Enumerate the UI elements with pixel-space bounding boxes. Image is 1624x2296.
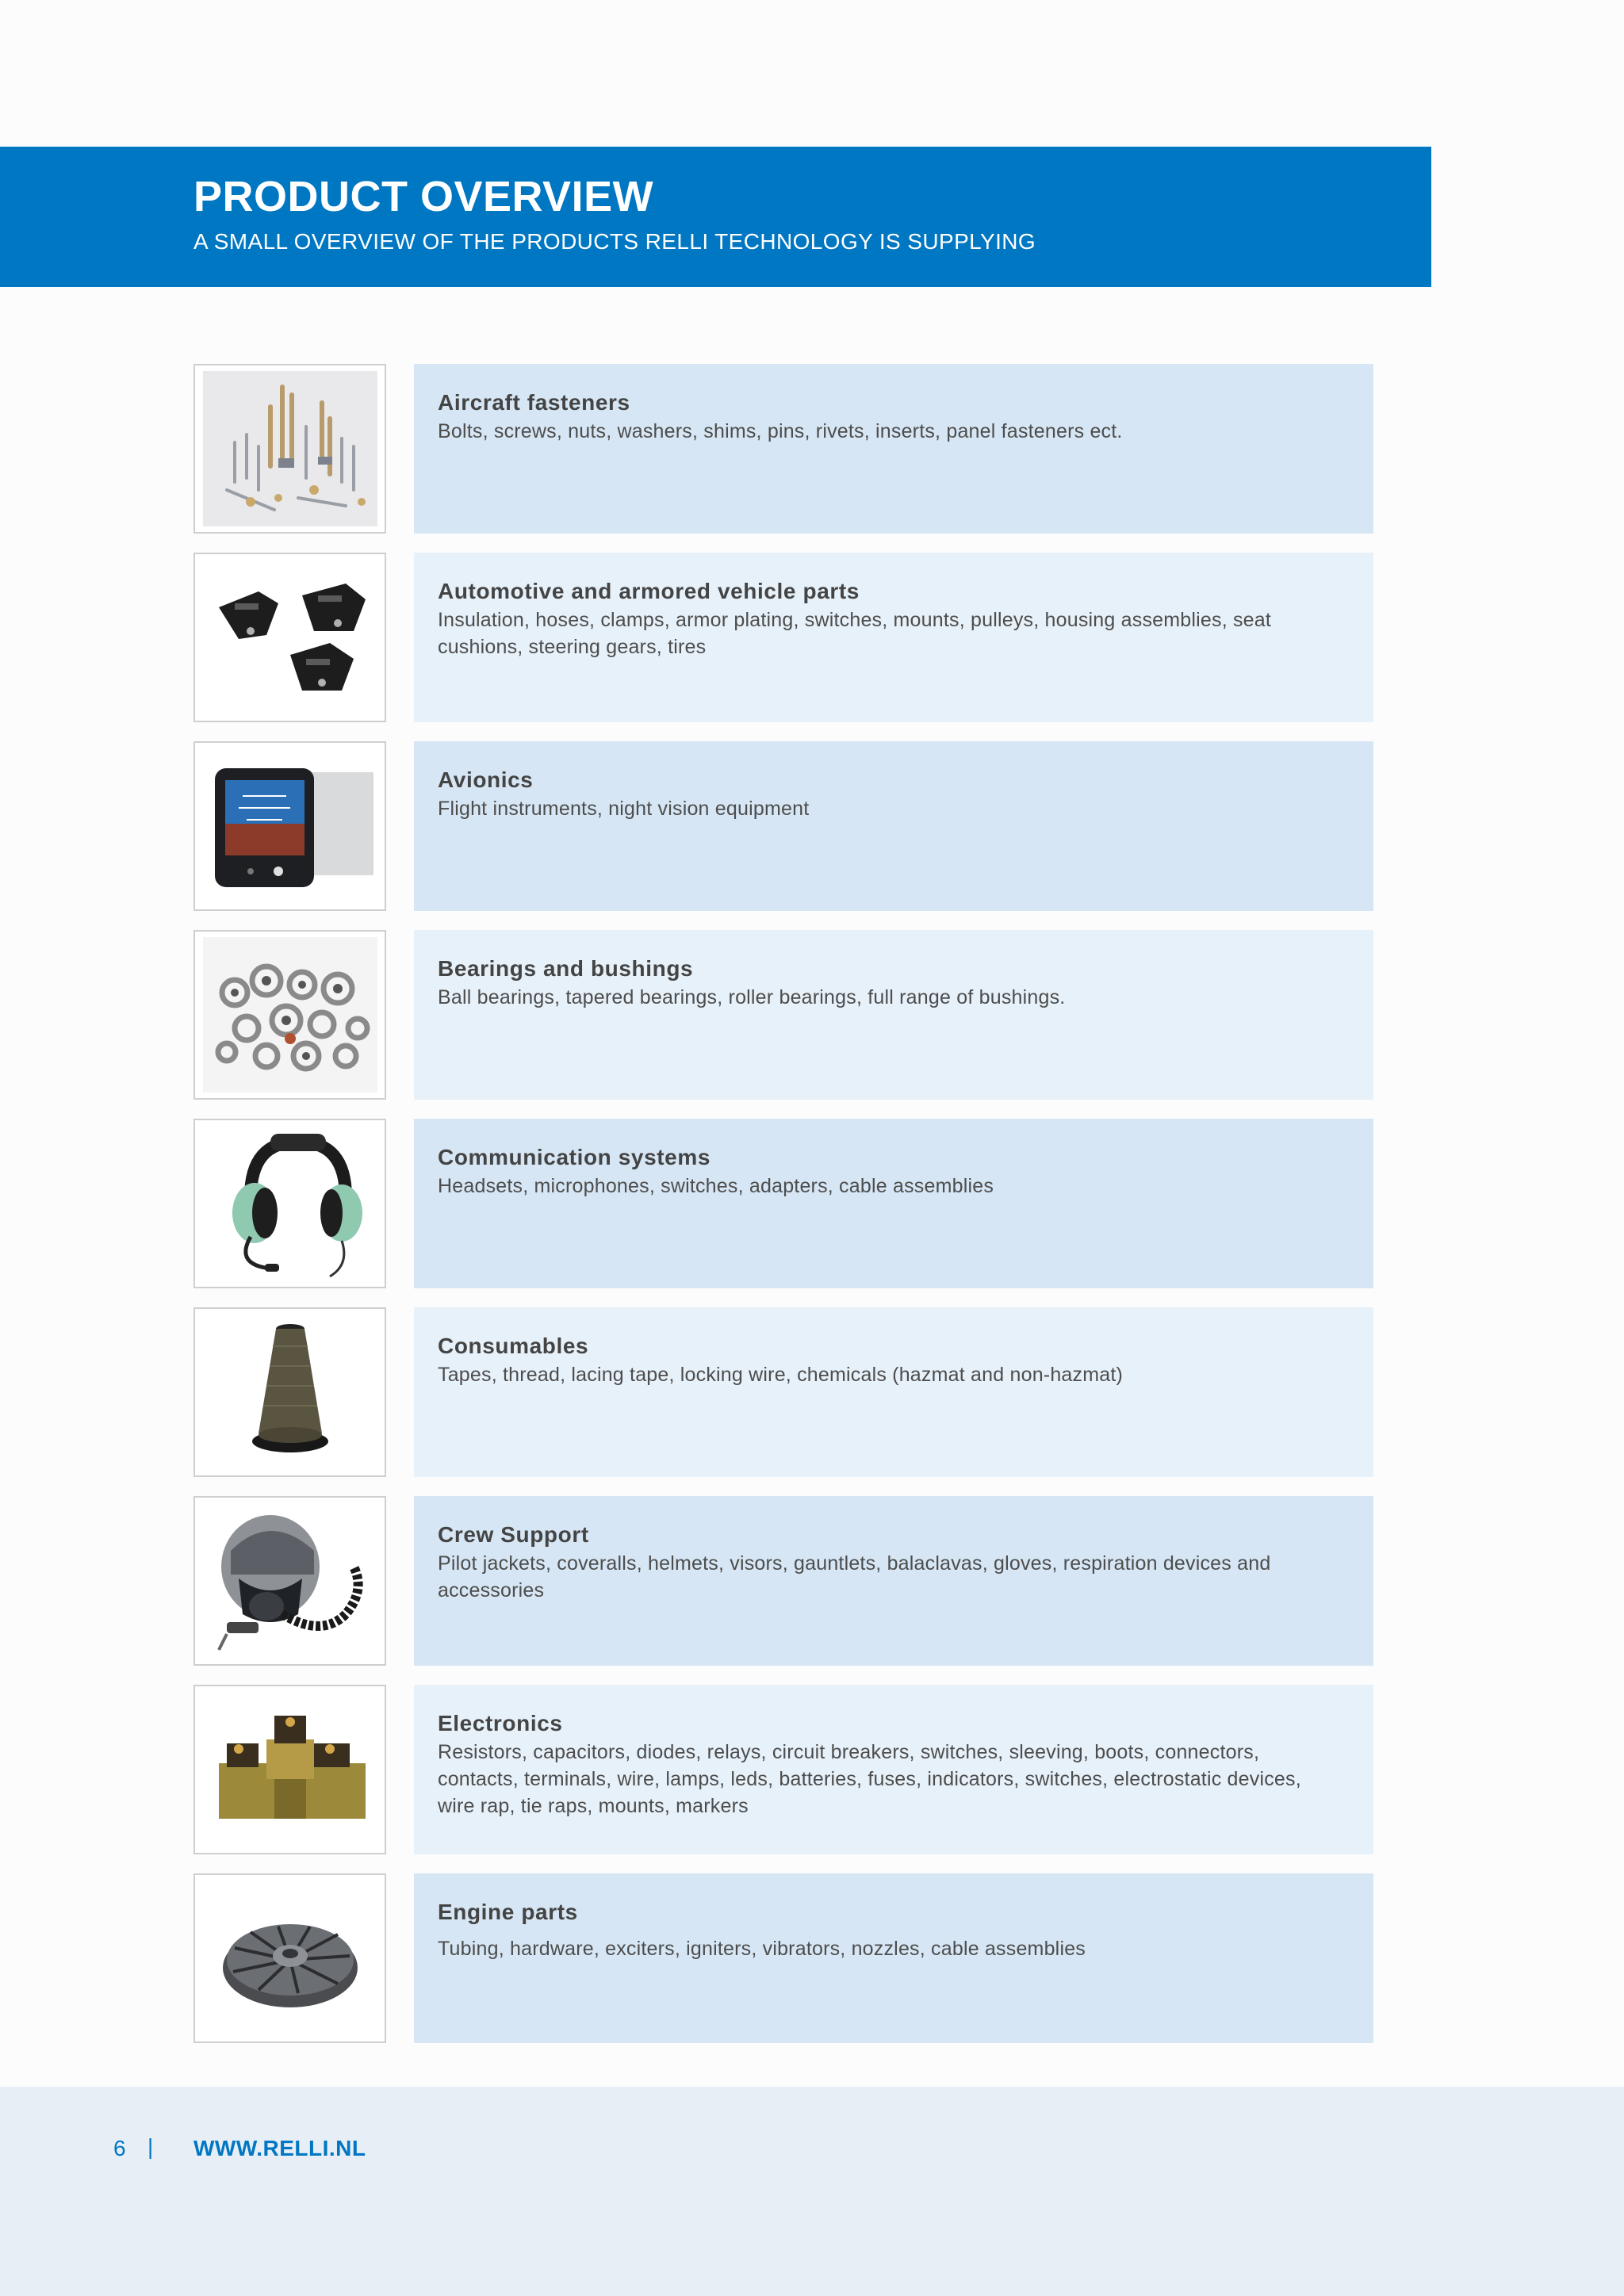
product-description: Headsets, microphones, switches, adapters, cable assemblies: [438, 1175, 994, 1197]
product-title: Avionics: [438, 767, 534, 792]
product-row-automotive: [193, 553, 1373, 722]
thread-spool-photo-icon: [193, 1307, 386, 1477]
page-number: 6: [113, 2136, 126, 2160]
product-card: [414, 1119, 1373, 1288]
product-row-bearings: [193, 930, 1373, 1100]
product-description: Flight instruments, night vision equipment: [438, 798, 810, 820]
product-row-electronics: [193, 1685, 1373, 1854]
product-description: Ball bearings, tapered bearings, roller bearings, full range of bushings.: [438, 986, 1066, 1008]
product-description: Insulation, hoses, clamps, armor plating, switches, mounts, pulleys, housing assemblies, seat cushions, steering gears, tires: [438, 609, 1272, 658]
product-title: Electronics: [438, 1711, 563, 1735]
product-row-consumables: [193, 1307, 1373, 1477]
product-row-engine-parts: [193, 1873, 1373, 2043]
product-card: [414, 930, 1373, 1100]
product-card: [414, 1496, 1373, 1666]
turbine-wheel-photo-icon: [193, 1873, 386, 2043]
footer-separator: |: [147, 2134, 154, 2159]
product-title: Automotive and armored vehicle parts: [438, 579, 860, 603]
product-card: [414, 1685, 1373, 1854]
product-description: Pilot jackets, coveralls, helmets, visors, gauntlets, balaclavas, gloves, respiration devices and accessories: [438, 1552, 1271, 1601]
product-title: Bearings and bushings: [438, 956, 694, 981]
product-row-aircraft-fasteners: [193, 364, 1373, 534]
electronics-photo-icon: [193, 1685, 386, 1854]
product-row-communication: [193, 1119, 1373, 1288]
product-card: [414, 1873, 1373, 2043]
bearings-photo-icon: [193, 930, 386, 1100]
product-row-avionics: [193, 741, 1373, 911]
footer: [0, 2087, 1624, 2296]
product-title: Consumables: [438, 1334, 589, 1358]
product-title: Aircraft fasteners: [438, 390, 630, 415]
product-row-crew-support: [193, 1496, 1373, 1666]
product-list: [193, 364, 1373, 2062]
product-card: [414, 741, 1373, 911]
product-description: Resistors, capacitors, diodes, relays, circuit breakers, switches, sleeving, boots, connectors, contacts, terminals, wire, lamps, leds, batteries, fuses, indicators, switches, electrostatic devices, wire rap, tie raps, mounts, markers: [438, 1741, 1301, 1817]
headset-photo-icon: [193, 1119, 386, 1288]
fasteners-photo-icon: [193, 364, 386, 534]
website-link[interactable]: WWW.RELLI.NL: [193, 2136, 366, 2160]
product-description: Tubing, hardware, exciters, igniters, vibrators, nozzles, cable assemblies: [438, 1938, 1086, 1960]
product-title: Communication systems: [438, 1145, 711, 1169]
avionics-display-photo-icon: [193, 741, 386, 911]
vehicle-parts-photo-icon: [193, 553, 386, 722]
product-card: [414, 553, 1373, 722]
product-title: Engine parts: [438, 1900, 578, 1924]
product-title: Crew Support: [438, 1522, 589, 1547]
page-title: PRODUCT OVERVIEW: [193, 173, 654, 220]
header-banner: [0, 147, 1431, 287]
product-card: [414, 1307, 1373, 1477]
product-description: Bolts, screws, nuts, washers, shims, pins, rivets, inserts, panel fasteners ect.: [438, 420, 1123, 442]
product-description: Tapes, thread, lacing tape, locking wire, chemicals (hazmat and non-hazmat): [438, 1364, 1124, 1386]
product-card: [414, 364, 1373, 534]
pilot-helmet-photo-icon: [193, 1496, 386, 1666]
page-subtitle: A SMALL OVERVIEW OF THE PRODUCTS RELLI TECHNOLOGY IS SUPPLYING: [193, 229, 1036, 254]
